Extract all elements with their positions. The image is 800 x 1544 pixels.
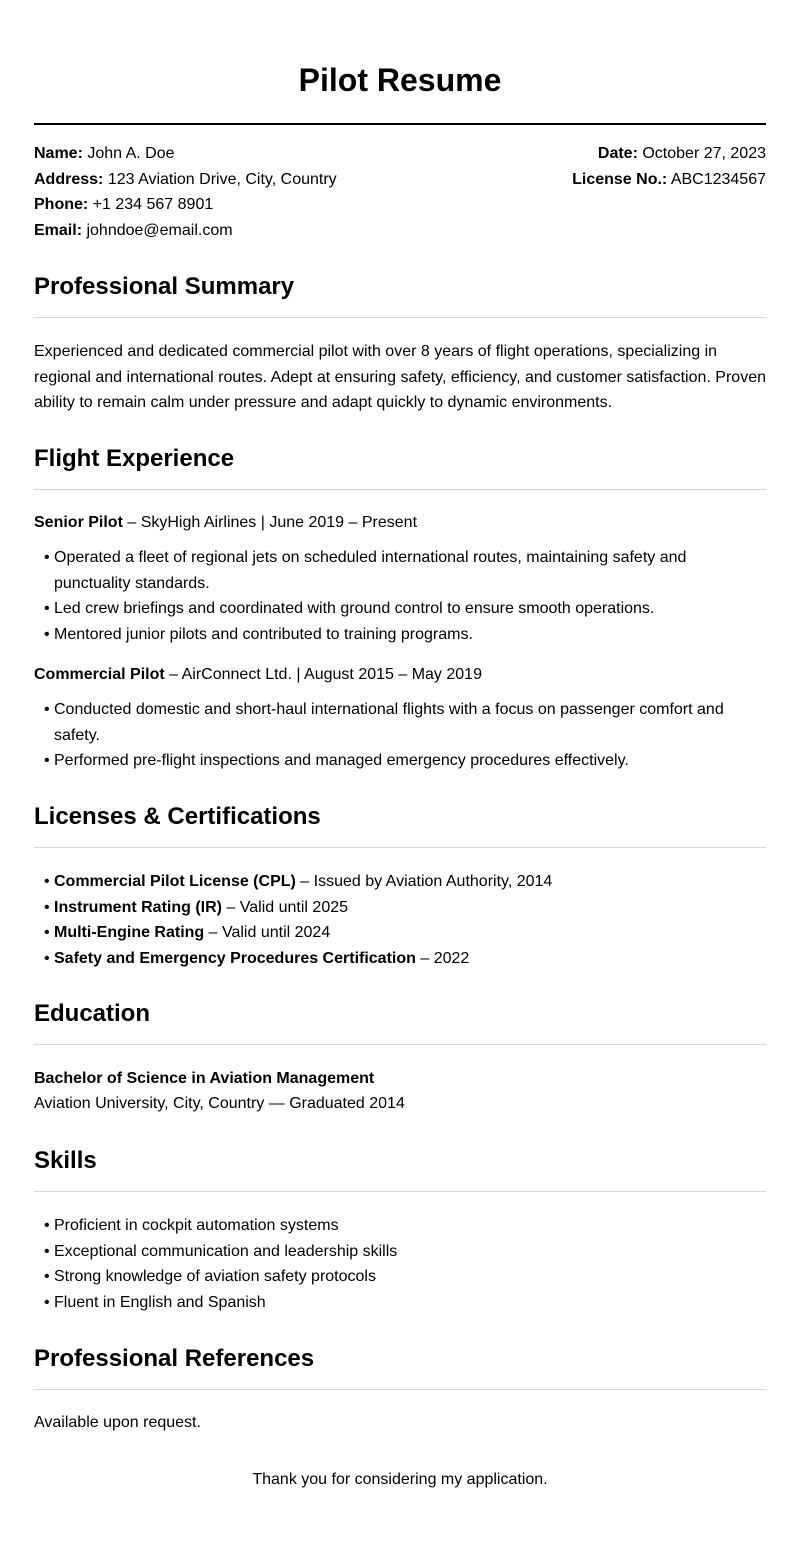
contact-email: Email: johndoe@email.com — [34, 222, 233, 239]
summary-divider — [34, 317, 766, 318]
education-divider — [34, 1044, 766, 1045]
summary-heading: Professional Summary — [34, 273, 295, 300]
licenses-divider — [34, 847, 766, 848]
list-item: • Strong knowledge of aviation safety protocols — [44, 1268, 376, 1285]
list-item: • Fluent in English and Spanish — [44, 1294, 266, 1311]
experience-divider — [34, 489, 766, 490]
licenses-heading: Licenses & Certifications — [34, 803, 321, 830]
list-item: • Proficient in cockpit automation systems — [44, 1217, 339, 1234]
contact-license: License No.: ABC1234567 — [572, 171, 766, 188]
list-item: • Led crew briefings and coordinated with ground control to ensure smooth operations. — [44, 600, 655, 617]
list-item: • Performed pre-flight inspections and managed emergency procedures effectively. — [44, 752, 629, 769]
list-item: • Instrument Rating (IR) – Valid until 2025 — [44, 899, 349, 916]
contact-phone: Phone: +1 234 567 8901 — [34, 196, 214, 213]
list-item: • Operated a fleet of regional jets on scheduled international routes, maintaining safety and punctuality standards. — [44, 549, 687, 592]
list-item: • Exceptional communication and leadership skills — [44, 1243, 398, 1260]
education-heading: Education — [34, 1000, 151, 1027]
closing-note: Thank you for considering my application. — [252, 1471, 548, 1488]
job-title-line: Commercial Pilot – AirConnect Ltd. | August 2015 – May 2019 — [34, 666, 482, 683]
page-title: Pilot Resume — [298, 62, 502, 98]
list-item: • Mentored junior pilots and contributed to training programs. — [44, 626, 473, 643]
list-item: • Conducted domestic and short-haul international flights with a focus on passenger comfort and safety. — [44, 701, 724, 744]
contact-date: Date: October 27, 2023 — [597, 145, 766, 162]
list-item: • Safety and Emergency Procedures Certification – 2022 — [44, 950, 470, 967]
references-heading: Professional References — [34, 1345, 315, 1372]
title-divider — [34, 123, 766, 125]
skills-heading: Skills — [34, 1147, 97, 1174]
skills-divider — [34, 1191, 766, 1192]
education-degree: Bachelor of Science in Aviation Management — [34, 1070, 375, 1087]
education-school: Aviation University, City, Country — Graduated 2014 — [34, 1095, 405, 1112]
references-text: Available upon request. — [34, 1414, 201, 1431]
job-title-line: Senior Pilot – SkyHigh Airlines | June 2019 – Present — [34, 514, 418, 531]
summary-text: Experienced and dedicated commercial pilot with over 8 years of flight operations, specializing in regional and international routes. Adept at ensuring safety, efficiency, and customer satisfaction. Proven ability to remain calm under pressure and adapt quickly to dynamic environments. — [34, 343, 766, 411]
list-item: • Commercial Pilot License (CPL) – Issued by Aviation Authority, 2014 — [44, 873, 553, 890]
contact-name: Name: John A. Doe — [34, 145, 175, 162]
list-item: • Multi-Engine Rating – Valid until 2024 — [44, 924, 331, 941]
contact-address: Address: 123 Aviation Drive, City, Country — [34, 171, 337, 188]
experience-heading: Flight Experience — [34, 445, 235, 472]
references-divider — [34, 1389, 766, 1390]
